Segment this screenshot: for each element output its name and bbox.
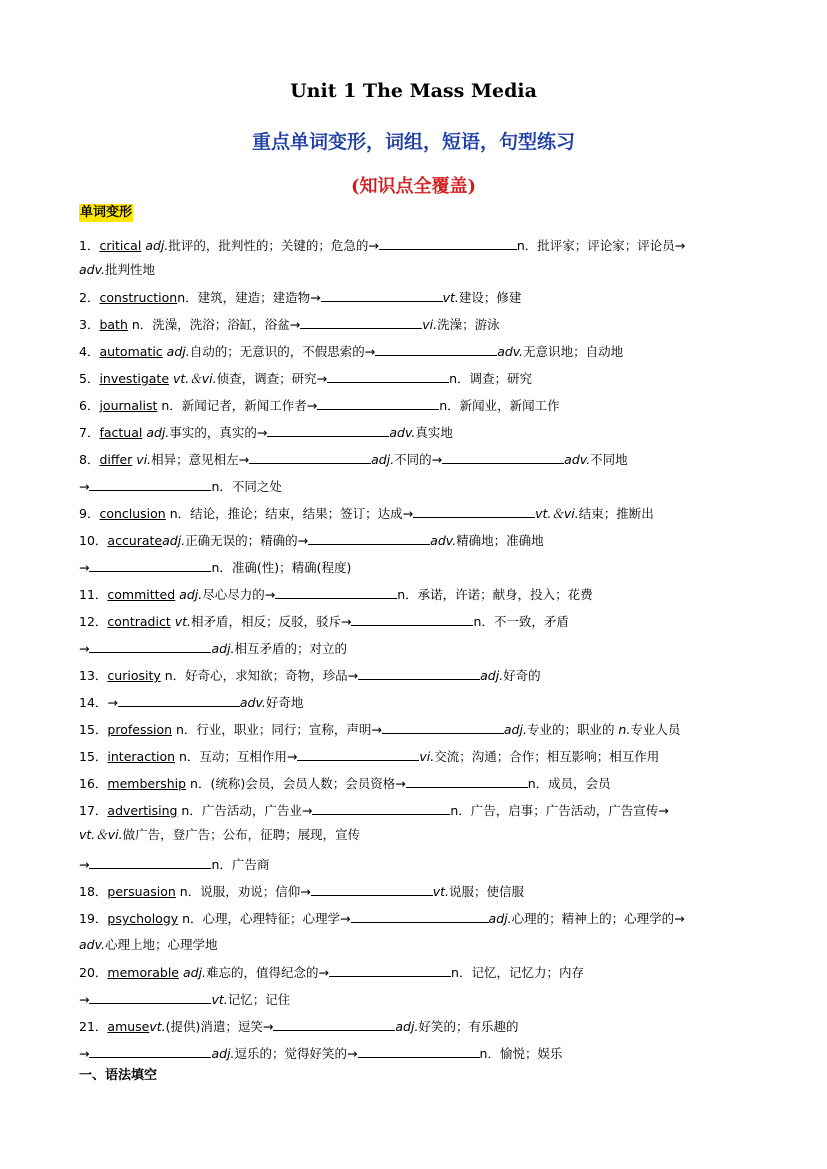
- line-text: n．行业，职业；同行；宣称，声明→: [172, 722, 382, 737]
- part-of-speech: adj.: [480, 668, 504, 683]
- line-text: 12．: [79, 614, 108, 629]
- part-of-speech: vt.＆vi.: [535, 506, 579, 521]
- part-of-speech: adj.: [211, 1046, 235, 1061]
- line-text: n．批评家；评论家；评论员→: [516, 238, 686, 253]
- answer-blank[interactable]: [312, 801, 450, 815]
- line-text: 17．: [79, 803, 108, 818]
- line-text: 19．: [79, 911, 108, 926]
- exercise-line: [79, 342, 623, 361]
- line-text: 批评的，批判性的；关键的；危急的→: [168, 238, 379, 253]
- part-of-speech: vi.: [422, 317, 438, 332]
- line-text: 15．: [79, 749, 108, 764]
- exercise-line: [79, 855, 269, 874]
- line-text: n．互动；互相作用→: [175, 749, 298, 764]
- line-text: 4．: [79, 344, 100, 359]
- answer-blank[interactable]: [358, 1044, 480, 1058]
- part-of-speech: adv.: [239, 695, 266, 710]
- exercise-line: [79, 477, 282, 496]
- line-text: 13．: [79, 668, 108, 683]
- part-of-speech: adj.: [503, 722, 527, 737]
- answer-blank[interactable]: [351, 612, 473, 626]
- exercise-line: [79, 612, 569, 631]
- part-heading: 一、语法填空: [79, 1068, 158, 1083]
- exercise-line: [79, 666, 541, 685]
- exercise-line: [79, 990, 290, 1009]
- part-of-speech: adv.: [79, 937, 105, 952]
- answer-blank[interactable]: [379, 236, 517, 250]
- exercise-line: [79, 396, 560, 415]
- line-text: 逗乐的；觉得好笑的→: [234, 1046, 358, 1061]
- part-of-speech: vt.＆vi.: [79, 827, 123, 842]
- line-text: n．愉悦；娱乐: [479, 1046, 563, 1061]
- line-text: n．记忆，记忆力；内存: [451, 965, 584, 980]
- answer-blank[interactable]: [327, 369, 449, 383]
- line-text: n．新闻记者，新闻工作者→: [157, 398, 318, 413]
- line-text: 好奇地: [265, 695, 304, 710]
- answer-blank[interactable]: [89, 639, 211, 653]
- line-text: 18．: [79, 884, 108, 899]
- line-text: 说服；使信服: [448, 884, 524, 899]
- answer-blank[interactable]: [321, 288, 443, 302]
- line-text: 1．: [79, 238, 100, 253]
- line-text: n．心理，心理特征；心理学→: [178, 911, 351, 926]
- exercise-line: [79, 261, 155, 279]
- line-text: n．结论，推论；结束，结果；签订；达成→: [165, 506, 414, 521]
- line-text: →: [79, 560, 90, 575]
- answer-blank[interactable]: [89, 558, 211, 572]
- part-of-speech: adj.: [146, 425, 170, 440]
- line-text: 11．: [79, 587, 108, 602]
- vocab-word: investigate: [99, 371, 170, 386]
- line-text: 好笑的；有乐趣的: [418, 1019, 519, 1034]
- line-text: n．新闻业，新闻工作: [439, 398, 560, 413]
- line-text: 专业人员: [630, 722, 681, 737]
- answer-blank[interactable]: [351, 909, 489, 923]
- answer-blank[interactable]: [273, 1017, 395, 1031]
- line-text: 21．: [79, 1019, 108, 1034]
- part-of-speech: adj.: [179, 587, 203, 602]
- exercise-line: [79, 1017, 518, 1036]
- part-of-speech: adv.: [430, 533, 457, 548]
- line-text: 15．: [79, 722, 108, 737]
- line-text: 建设；修建: [458, 290, 522, 305]
- line-text: n．建筑，建造；建造物→: [177, 290, 321, 305]
- part-of-speech: adj.: [371, 452, 395, 467]
- line-text: n．说服，劝说；信仰→: [175, 884, 311, 899]
- vocab-word: committed: [107, 587, 176, 602]
- vocab-word: accurate: [107, 533, 163, 548]
- part-of-speech: vt.: [432, 884, 449, 899]
- line-text: n．好奇心，求知欲；奇物，珍品→: [160, 668, 359, 683]
- exercise-line: [79, 720, 680, 739]
- part-of-speech: adj.: [395, 1019, 419, 1034]
- line-text: n．(统称)会员，会员人数；会员资格→: [186, 776, 406, 791]
- line-text: 正确无误的；精确的→: [185, 533, 309, 548]
- vocab-word: differ: [99, 452, 133, 467]
- line-text: 难忘的，值得纪念的→: [206, 965, 330, 980]
- part-of-speech: adv.: [564, 452, 591, 467]
- line-text: 不同地: [590, 452, 628, 467]
- line-text: n．承诺，许诺；献身，投入；花费: [397, 587, 593, 602]
- exercise-line: [79, 531, 544, 550]
- line-text: →: [79, 641, 90, 656]
- vocab-word: persuasion: [107, 884, 176, 899]
- vocab-word: bath: [99, 317, 128, 332]
- line-text: 结束；推断出: [578, 506, 654, 521]
- exercise-line: [79, 774, 611, 793]
- exercise-line: [79, 639, 347, 658]
- part-of-speech: adv.: [389, 425, 416, 440]
- line-text: →: [79, 479, 90, 494]
- exercise-line: [79, 585, 593, 604]
- line-text: 心理的；精神上的；心理学的→: [511, 911, 685, 926]
- line-text: 记忆；记住: [227, 992, 291, 1007]
- line-text: 8．: [79, 452, 100, 467]
- vocab-word: factual: [99, 425, 143, 440]
- exercise-line: [79, 801, 669, 820]
- line-text: 事实的，真实的→: [169, 425, 268, 440]
- line-text: 无意识地；自动地: [523, 344, 624, 359]
- document-title: Unit 1 The Mass Media: [290, 80, 537, 102]
- vocab-word: contradict: [107, 614, 171, 629]
- vocab-word: psychology: [107, 911, 179, 926]
- vocab-word: interaction: [107, 749, 176, 764]
- line-text: 自动的；无意识的，不假思索的→: [189, 344, 376, 359]
- part-of-speech: vt.: [149, 1019, 166, 1034]
- answer-blank[interactable]: [375, 342, 497, 356]
- line-text: 做广告，登广告；公布，征聘；展现，宣传: [122, 827, 361, 842]
- exercise-line: [79, 1044, 562, 1063]
- part-of-speech: vt.＆vi.: [173, 371, 217, 386]
- line-text: 20．: [79, 965, 108, 980]
- answer-blank[interactable]: [308, 531, 430, 545]
- line-text: 专业的；职业的: [526, 722, 619, 737]
- part-of-speech: adj.: [166, 344, 190, 359]
- answer-blank[interactable]: [406, 774, 528, 788]
- answer-blank[interactable]: [275, 585, 397, 599]
- line-text: 交流；沟通；合作；相互影响；相互作用: [434, 749, 660, 764]
- exercise-line: [79, 826, 360, 844]
- answer-blank[interactable]: [249, 450, 371, 464]
- exercise-line: [79, 315, 500, 334]
- exercise-line: [79, 558, 351, 577]
- part-of-speech: vi.: [419, 749, 435, 764]
- line-text: →: [79, 1046, 90, 1061]
- exercise-line: [79, 369, 532, 388]
- line-text: n．准确(性)；精确(程度): [211, 560, 352, 575]
- vocab-word: curiosity: [107, 668, 161, 683]
- vocab-word: membership: [107, 776, 187, 791]
- line-text: →: [79, 992, 90, 1007]
- line-text: 14．→: [79, 695, 118, 710]
- line-text: 6．: [79, 398, 100, 413]
- section-label: 单词变形: [80, 205, 133, 220]
- part-of-speech: vt.: [174, 614, 191, 629]
- part-of-speech: vt.: [442, 290, 459, 305]
- line-text: n．不一致，矛盾: [473, 614, 569, 629]
- line-text: 相互矛盾的；对立的: [234, 641, 348, 656]
- line-text: n．广告，启事；广告活动，广告宣传→: [450, 803, 669, 818]
- answer-blank[interactable]: [311, 882, 433, 896]
- line-text: 好奇的: [503, 668, 541, 683]
- line-text: 不同的→: [394, 452, 443, 467]
- vocab-word: critical: [99, 238, 142, 253]
- vocab-word: automatic: [99, 344, 163, 359]
- answer-blank[interactable]: [89, 477, 211, 491]
- line-text: n．调查；研究: [449, 371, 533, 386]
- vocab-word: journalist: [99, 398, 158, 413]
- line-text: 5．: [79, 371, 100, 386]
- vocab-word: advertising: [107, 803, 178, 818]
- part-of-speech: adv.: [497, 344, 524, 359]
- line-text: n．广告商: [211, 857, 270, 872]
- exercise-line: [79, 963, 584, 982]
- line-text: 心理上地；心理学地: [104, 937, 218, 952]
- vocab-word: memorable: [107, 965, 179, 980]
- answer-blank[interactable]: [413, 504, 535, 518]
- part-of-speech: vi.: [136, 452, 152, 467]
- answer-blank[interactable]: [317, 396, 439, 410]
- answer-blank[interactable]: [267, 423, 389, 437]
- answer-blank[interactable]: [329, 963, 451, 977]
- vocab-word: conclusion: [99, 506, 166, 521]
- part-of-speech: adj.: [145, 238, 169, 253]
- answer-blank[interactable]: [382, 720, 504, 734]
- answer-blank[interactable]: [297, 747, 419, 761]
- exercise-line: [79, 450, 628, 469]
- line-text: (提供)消遣；逗笑→: [165, 1019, 274, 1034]
- line-text: 16．: [79, 776, 108, 791]
- line-text: 尽心尽力的→: [202, 587, 276, 602]
- part-of-speech: vt.: [211, 992, 228, 1007]
- exercise-line: [79, 288, 521, 307]
- exercise-line: [79, 423, 453, 442]
- document-subtitle: 重点单词变形，词组，短语，句型练习: [251, 131, 575, 153]
- line-text: 相异；意见相左→: [151, 452, 250, 467]
- line-text: 批判性地: [104, 262, 155, 277]
- line-text: 9．: [79, 506, 100, 521]
- answer-blank[interactable]: [442, 450, 564, 464]
- line-text: n．洗澡，洗浴；浴缸，浴盆→: [127, 317, 301, 332]
- line-text: →: [79, 857, 90, 872]
- answer-blank[interactable]: [358, 666, 480, 680]
- exercise-line: [79, 882, 524, 901]
- line-text: n．广告活动，广告业→: [177, 803, 313, 818]
- exercise-line: [79, 236, 685, 255]
- line-text: 7．: [79, 425, 100, 440]
- answer-blank[interactable]: [118, 693, 240, 707]
- line-text: 精确地；准确地: [456, 533, 544, 548]
- answer-blank[interactable]: [89, 1044, 211, 1058]
- line-text: n．不同之处: [211, 479, 282, 494]
- line-text: n．成员，会员: [527, 776, 611, 791]
- answer-blank[interactable]: [89, 990, 211, 1004]
- part-of-speech: adj.: [182, 965, 207, 980]
- part-of-speech: adj.: [488, 911, 512, 926]
- answer-blank[interactable]: [300, 315, 422, 329]
- part-of-speech: adj.: [211, 641, 235, 656]
- line-text: 10．: [79, 533, 108, 548]
- exercise-line: [79, 936, 217, 954]
- line-text: 侦查，调查；研究→: [216, 371, 328, 386]
- part-of-speech: adv.: [79, 262, 105, 277]
- vocab-word: amuse: [107, 1019, 150, 1034]
- exercise-line: [79, 909, 685, 928]
- line-text: 洗澡；游泳: [437, 317, 500, 332]
- line-text: 真实地: [415, 425, 453, 440]
- line-text: 相矛盾，相反；反驳，驳斥→: [191, 614, 352, 629]
- exercise-line: [79, 747, 659, 766]
- coverage-note: (知识点全覆盖): [350, 176, 477, 197]
- vocab-word: construction: [99, 290, 178, 305]
- part-of-speech: adj.: [162, 533, 186, 548]
- line-text: 3．: [79, 317, 100, 332]
- answer-blank[interactable]: [89, 855, 211, 869]
- vocab-word: profession: [107, 722, 173, 737]
- exercise-line: [79, 504, 654, 523]
- part-of-speech: n.: [618, 722, 631, 737]
- exercise-line: [79, 693, 303, 712]
- line-text: 2．: [79, 290, 100, 305]
